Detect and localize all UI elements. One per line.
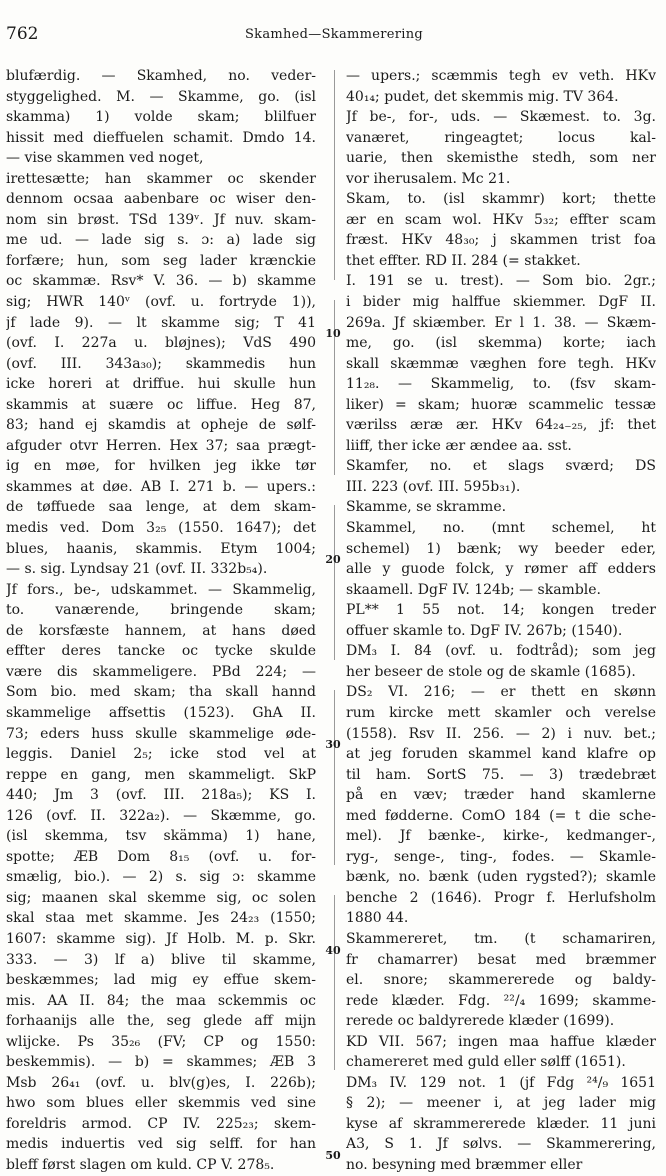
text-line: være dis skammeligere. PBd 224; — bbox=[6, 663, 316, 680]
text-line: rede klæder. Fdg. ²²/₄ 1699; skamme- bbox=[346, 992, 656, 1009]
text-line: skaamell. DgF IV. 124b; — skamble. bbox=[346, 581, 601, 598]
text-line: § 2); — meener i, at jeg lader mig bbox=[346, 1095, 656, 1112]
text-line: til ham. SortS 75. — 3) trædebræt bbox=[346, 766, 656, 783]
text-line: 1607: skamme sig). Jf Holb. M. p. Skr. bbox=[6, 930, 316, 947]
text-line: skammes at døe. AB I. 271 b. — upers.: bbox=[6, 478, 316, 495]
text-line: sig; maanen skal skemme sig, oc solen bbox=[6, 889, 316, 906]
text-line: forfære; hun, som seg lader krænckie bbox=[6, 252, 316, 269]
text-line: sig; HWR 140ᵛ (ovf. u. fortryde 1)), bbox=[6, 294, 316, 311]
text-line: fr chamarrer) besat med bræmmer bbox=[346, 951, 656, 968]
text-line: liiff, ther icke ær ændee aa. sst. bbox=[346, 437, 572, 454]
text-line: no. besyning med bræmmer eller bbox=[346, 1156, 583, 1173]
page-number: 762 bbox=[6, 24, 39, 44]
text-line: PL** 1 55 not. 14; kongen treder bbox=[346, 602, 656, 619]
text-line: Jf fors., be-, udskammet. — Skammelig, bbox=[6, 581, 316, 598]
text-line: foreldris armod. CP IV. 225₂₃; skem- bbox=[6, 1115, 316, 1132]
text-line: blues, haanis, skammis. Etym 1004; bbox=[6, 540, 316, 557]
text-line: benche 2 (1646). Progr f. Herlufsholm bbox=[346, 889, 656, 906]
text-line: (1558). Rsv II. 256. — 2) i nuv. bet.; bbox=[346, 725, 656, 742]
line-number: 40 bbox=[325, 944, 341, 957]
text-line: Skammereret, tm. (t schamariren, bbox=[346, 930, 656, 947]
text-line: de korsfæste hannem, at hans døed bbox=[6, 622, 316, 639]
text-line: vor iherusalem. Mc 21. bbox=[346, 170, 511, 187]
text-line: medis induertis ved sig selff. for han bbox=[6, 1136, 316, 1153]
text-line: beskemmis). — b) = skammes; ÆB 3 bbox=[6, 1054, 316, 1071]
page-header bbox=[6, 24, 662, 46]
right-column bbox=[346, 66, 656, 1176]
text-line: Skamme, se skramme. bbox=[346, 499, 507, 516]
text-line: 73; eders huss skulle skammelige øde- bbox=[6, 725, 316, 742]
text-line: på en væv; træder hand skamlerne bbox=[346, 787, 656, 804]
text-line: III. 223 (ovf. III. 595b₃₁). bbox=[346, 478, 521, 495]
text-line: dennom ocsaa aabenbare oc wiser den- bbox=[6, 191, 316, 208]
text-line: I. 191 se u. trest). — Som bio. 2gr.; bbox=[346, 273, 656, 290]
text-line: de tøffuede saa lenge, at dem skam- bbox=[6, 499, 316, 516]
text-line: (ovf. III. 343a₃₀); skammedis hun bbox=[6, 355, 316, 372]
text-line: nom sin brøst. TSd 139ᵛ. Jf nuv. skam- bbox=[6, 211, 316, 228]
left-column bbox=[6, 66, 316, 1176]
text-line: 1880 44. bbox=[346, 910, 409, 927]
running-head: Skamhed—Skammerering bbox=[244, 27, 424, 42]
text-line: i bider mig halffue skiemmer. DgF II. bbox=[346, 294, 656, 311]
text-line: skammis at suære oc liffue. Heg 87, bbox=[6, 396, 316, 413]
text-line: skall skæmmæ væghen fore tegh. HKv bbox=[346, 355, 656, 372]
line-number: 10 bbox=[325, 327, 341, 340]
text-line: med fødderne. ComO 184 (= t die sche- bbox=[346, 807, 656, 824]
text-line: KD VII. 567; ingen maa haffue klæder bbox=[346, 1033, 656, 1050]
text-line: at jeg foruden skammel kand klafre op bbox=[346, 746, 656, 763]
text-line: rum kircke mett skamler och verelse bbox=[346, 704, 656, 721]
text-line: blufærdig. — Skamhed, no. veder- bbox=[6, 68, 316, 84]
text-line: vanæret, ringeagtet; locus kal- bbox=[346, 129, 656, 146]
text-line: liker) = skam; huoræ scammelic tessæ bbox=[346, 396, 656, 413]
text-line: ær en scam wol. HKv 5₃₂; effter scam bbox=[346, 211, 656, 228]
text-line: skamma) 1) volde skam; blilfuer bbox=[6, 109, 316, 126]
text-line: el. snore; skammererede og baldy- bbox=[346, 972, 656, 989]
text-line: Skamfer, no. et slags sværd; DS bbox=[346, 458, 656, 475]
line-number: 20 bbox=[325, 553, 341, 566]
text-line: bleff først slagen om kuld. CP V. 278₅. bbox=[6, 1156, 275, 1173]
text-line: me, go. (isl skemma) korte; iach bbox=[346, 335, 656, 352]
text-line: skammelige affsettis (1523). GhA II. bbox=[6, 704, 316, 721]
text-line: 333. — 3) lf a) blive til skamme, bbox=[6, 951, 316, 968]
text-line: hissit med dieffuelen schamit. Dmdo 14. bbox=[6, 129, 316, 146]
text-line: ig en møe, for hvilken jeg ikke tør bbox=[6, 458, 316, 475]
text-line: Skam, to. (isl skammr) kort; thette bbox=[346, 191, 656, 208]
text-line: medis ved. Dom 3₂₅ (1550. 1647); det bbox=[6, 520, 316, 537]
text-line: værilss æræ ær. HKv 64₂₄₋₂₅, jf: thet bbox=[346, 417, 656, 434]
text-line: irettesætte; han skammer oc skender bbox=[6, 170, 316, 187]
text-line: reppe en gang, men skammeligt. SkP bbox=[6, 766, 316, 783]
text-line: ryg-, senge-, ting-, fodes. — Skamle- bbox=[346, 848, 656, 865]
text-line: wlijcke. Ps 35₂₆ (FV; CP og 1550: bbox=[6, 1033, 316, 1050]
text-line: — upers.; scæmmis tegh ev veth. HKv bbox=[346, 68, 656, 84]
text-line: — s. sig. Lyndsay 21 (ovf. II. 332b₅₄). bbox=[6, 561, 268, 578]
text-line: hwo som blues eller skemmis ved sine bbox=[6, 1095, 316, 1112]
text-line: effter deres tancke oc tycke skulde bbox=[6, 643, 316, 660]
text-line: spotte; ÆB Dom 8₁₅ (ovf. u. for- bbox=[6, 848, 316, 865]
text-line: (ovf. I. 227a u. bløjnes); VdS 490 bbox=[6, 335, 316, 352]
text-line: DM₃ I. 84 (ovf. u. fodtråd); som jeg bbox=[346, 643, 656, 660]
text-line: 40₁₄; pudet, det skemmis mig. TV 364. bbox=[346, 88, 619, 105]
text-line: 126 (ovf. II. 322a₂). — Skæmme, go. bbox=[6, 807, 316, 824]
text-line: — vise skammen ved noget, bbox=[6, 150, 204, 167]
text-line: 269a. Jf skiæmber. Er l 1. 38. — Skæm- bbox=[346, 314, 656, 331]
line-number: 30 bbox=[325, 738, 341, 751]
text-line: alle y guode folck, y rømer aff edders bbox=[346, 561, 656, 578]
text-line: DM₃ IV. 129 not. 1 (jf Fdg ²⁴/₉ 1651 bbox=[346, 1074, 656, 1091]
line-number: 50 bbox=[325, 1149, 341, 1162]
text-line: Jf be-, for-, uds. — Skæmest. to. 3g. bbox=[346, 109, 656, 126]
text-line: 440; Jm 3 (ovf. III. 218a₅); KS I. bbox=[6, 787, 316, 804]
text-line: fræst. HKv 48₃₀; j skammen trist foa bbox=[346, 232, 656, 249]
text-line: uarie, then skemisthe stedh, som ner bbox=[346, 150, 656, 167]
text-line: afguder otvr Herren. Hex 37; saa prægt- bbox=[6, 437, 316, 454]
text-line: A3, S 1. Jf sølvs. — Skammerering, bbox=[346, 1136, 656, 1153]
text-line: (isl skemma, tsv skämma) 1) hane, bbox=[6, 828, 316, 845]
text-line: Skammel, no. (mnt schemel, ht bbox=[346, 520, 656, 537]
text-line: Som bio. med skam; tha skall hannd bbox=[6, 684, 316, 701]
text-line: me ud. — lade sig s. ɔ: a) lade sig bbox=[6, 232, 316, 249]
text-line: schemel) 1) bænk; wy beeder eder, bbox=[346, 540, 656, 557]
text-line: to. vanærende, bringende skam; bbox=[6, 602, 316, 619]
text-line: oc skammæ. Rsv* V. 36. — b) skamme bbox=[6, 273, 316, 290]
text-line: bænk, no. bænk (uden rygsted?); skamle bbox=[346, 869, 656, 886]
text-line: forhaanijs alle the, seg glede aff mijn bbox=[6, 1013, 316, 1030]
text-line: 83; hand ej skamdis at opheje de sølf- bbox=[6, 417, 316, 434]
text-line: DS₂ VI. 216; — er thett en skønn bbox=[346, 684, 656, 701]
text-line: styggelighed. M. — Skamme, go. (isl bbox=[6, 88, 316, 105]
text-line: 11₂₈. — Skammelig, to. (fsv skam- bbox=[346, 376, 656, 393]
text-line: offuer skamle to. DgF IV. 267b; (1540). bbox=[346, 622, 623, 639]
line-number-gutter bbox=[325, 66, 341, 1162]
text-line: mel). Jf bænke-, kirke-, kedmanger-, bbox=[346, 828, 656, 845]
text-line: icke horeri at driffue. hui skulle hun bbox=[6, 376, 316, 393]
text-line: smælig, bio.). — 2) s. sig ɔ: skamme bbox=[6, 869, 316, 886]
text-line: kyse af skrammererede klæder. 11 juni bbox=[346, 1115, 656, 1132]
text-line: jf lade 9). — lt skamme sig; T 41 bbox=[6, 314, 316, 331]
text-line: thet effter. RD II. 284 (= stakket. bbox=[346, 252, 581, 269]
text-line: chamereret med guld eller sølff (1651). bbox=[346, 1054, 626, 1071]
text-line: mis. AA II. 84; the maa sckemmis oc bbox=[6, 992, 316, 1009]
text-line: skal staa met skamme. Jes 24₂₃ (1550; bbox=[6, 910, 316, 927]
text-line: leggis. Daniel 2₅; icke stod vel at bbox=[6, 746, 316, 763]
text-line: her beseer de stole og de skamle (1685). bbox=[346, 663, 636, 680]
text-line: rerede oc baldyrerede klæder (1699). bbox=[346, 1013, 615, 1030]
text-line: beskæmmes; lad mig ey effue skem- bbox=[6, 972, 316, 989]
text-line: Msb 26₄₁ (ovf. u. blv(g)es, I. 226b); bbox=[6, 1074, 316, 1091]
